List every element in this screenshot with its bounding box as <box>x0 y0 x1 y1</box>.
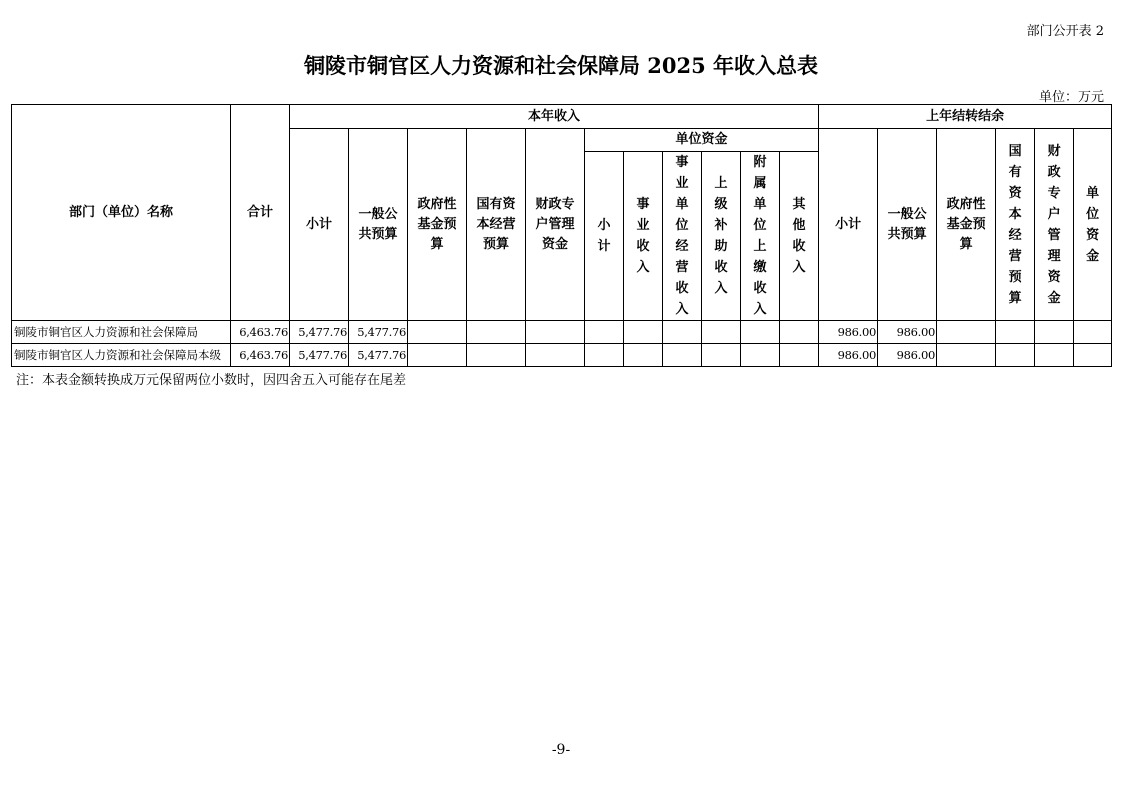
header-general-budget-line2: 共预算 <box>358 226 398 242</box>
cell-gov-fund <box>408 321 467 344</box>
header-co-gov-fund-line1: 政府性 <box>946 196 986 212</box>
header-dept-name: 部门（单位）名称 <box>12 105 231 321</box>
header-affiliated-payment <box>741 152 780 321</box>
cell-dept-name: 铜陵市铜官区人力资源和社会保障局本级 <box>12 344 231 367</box>
cell-carryover-state-capital <box>996 344 1035 367</box>
cell-carryover-special-account <box>1035 321 1074 344</box>
header-carryover-subtotal: 小计 <box>819 129 878 321</box>
header-carryover-general-budget <box>878 129 937 321</box>
header-state-capital-line3: 预算 <box>482 236 509 252</box>
cell-gov-fund <box>408 344 467 367</box>
cell-carryover-gov-fund <box>937 321 996 344</box>
header-special-account-line2: 户管理 <box>535 216 575 232</box>
header-superior-subsidy <box>702 152 741 321</box>
cell-carryover-general-budget: 986.00 <box>878 344 937 367</box>
header-gov-fund-line2: 基金预 <box>417 216 457 232</box>
header-superior-subsidy-text: 上级补助收入 <box>714 176 728 296</box>
header-unit-funds: 单位资金 <box>585 129 819 152</box>
cell-business-income <box>624 344 663 367</box>
header-business-income-text: 事业收入 <box>636 197 650 275</box>
cell-carryover-unit-funds <box>1074 321 1112 344</box>
header-subtotal: 小计 <box>290 129 349 321</box>
header-carryover-state-capital <box>996 129 1035 321</box>
header-special-account-line1: 财政专 <box>535 196 575 212</box>
cell-affiliated-payment <box>741 344 780 367</box>
cell-state-capital <box>467 344 526 367</box>
table-row <box>12 344 1112 367</box>
cell-dept-name: 铜陵市铜官区人力资源和社会保障局 <box>12 321 231 344</box>
header-carryover: 上年结转结余 <box>819 105 1112 129</box>
header-other-income-text: 其他收入 <box>792 197 806 275</box>
header-carryover-gov-fund <box>937 129 996 321</box>
header-gov-fund-budget <box>408 129 467 321</box>
header-state-capital-line2: 本经营 <box>476 216 516 232</box>
header-business-income <box>624 152 663 321</box>
cell-special-account <box>526 344 585 367</box>
cell-general-budget: 5,477.76 <box>349 344 408 367</box>
page-number: -9- <box>551 742 571 758</box>
header-carryover-unit-funds <box>1074 129 1112 321</box>
page-title: 铜陵市铜官区人力资源和社会保障局 2025 年收入总表 <box>303 53 819 78</box>
header-carryover-special-account <box>1035 129 1074 321</box>
cell-total: 6,463.76 <box>231 344 290 367</box>
table-number-label: 部门公开表 2 <box>1026 24 1104 39</box>
cell-other-income <box>780 344 819 367</box>
cell-superior-subsidy <box>702 321 741 344</box>
header-state-capital-budget <box>467 129 526 321</box>
cell-special-account <box>526 321 585 344</box>
header-co-unit-funds-text: 单位资金 <box>1086 185 1100 264</box>
header-current-year-income: 本年收入 <box>290 105 819 129</box>
cell-subtotal: 5,477.76 <box>290 321 349 344</box>
header-other-income <box>780 152 819 321</box>
header-state-capital-line1: 国有资 <box>476 196 516 212</box>
header-co-gov-fund-line3: 算 <box>959 236 973 252</box>
cell-total: 6,463.76 <box>231 321 290 344</box>
header-total: 合计 <box>231 105 290 321</box>
cell-carryover-general-budget: 986.00 <box>878 321 937 344</box>
header-affiliated-payment-text: 附属单位上缴收入 <box>753 155 767 317</box>
header-co-special-account-text: 财政专户管理资金 <box>1047 143 1061 306</box>
cell-subtotal: 5,477.76 <box>290 344 349 367</box>
unit-label: 单位：万元 <box>1038 90 1104 105</box>
header-unit-subtotal <box>585 152 624 321</box>
header-general-budget <box>349 129 408 321</box>
cell-unit-subtotal <box>585 344 624 367</box>
cell-affiliated-payment <box>741 321 780 344</box>
header-biz-operating-income <box>663 152 702 321</box>
cell-business-income <box>624 321 663 344</box>
cell-unit-subtotal <box>585 321 624 344</box>
income-summary-table <box>11 104 1112 367</box>
cell-other-income <box>780 321 819 344</box>
header-co-state-capital-text: 国有资本经营预算 <box>1008 143 1022 306</box>
cell-biz-operating-income <box>663 321 702 344</box>
cell-superior-subsidy <box>702 344 741 367</box>
header-co-general-line2: 共预算 <box>887 226 927 242</box>
header-unit-subtotal-text: 小计 <box>597 218 611 254</box>
cell-general-budget: 5,477.76 <box>349 321 408 344</box>
cell-state-capital <box>467 321 526 344</box>
cell-carryover-subtotal: 986.00 <box>819 321 878 344</box>
cell-carryover-subtotal: 986.00 <box>819 344 878 367</box>
footnote: 注：本表金额转换成万元保留两位小数时，因四舍五入可能存在尾差 <box>16 373 407 388</box>
header-special-account-funds <box>526 129 585 321</box>
header-general-budget-line1: 一般公 <box>358 206 398 222</box>
header-co-general-line1: 一般公 <box>887 206 927 222</box>
table-row <box>12 321 1112 344</box>
header-special-account-line3: 资金 <box>541 236 568 252</box>
header-gov-fund-line1: 政府性 <box>417 196 457 212</box>
cell-carryover-state-capital <box>996 321 1035 344</box>
header-biz-operating-income-text: 事业单位经营收入 <box>675 155 689 317</box>
cell-carryover-gov-fund <box>937 344 996 367</box>
header-gov-fund-line3: 算 <box>430 236 444 252</box>
cell-biz-operating-income <box>663 344 702 367</box>
header-co-gov-fund-line2: 基金预 <box>946 216 986 232</box>
cell-carryover-special-account <box>1035 344 1074 367</box>
cell-carryover-unit-funds <box>1074 344 1112 367</box>
